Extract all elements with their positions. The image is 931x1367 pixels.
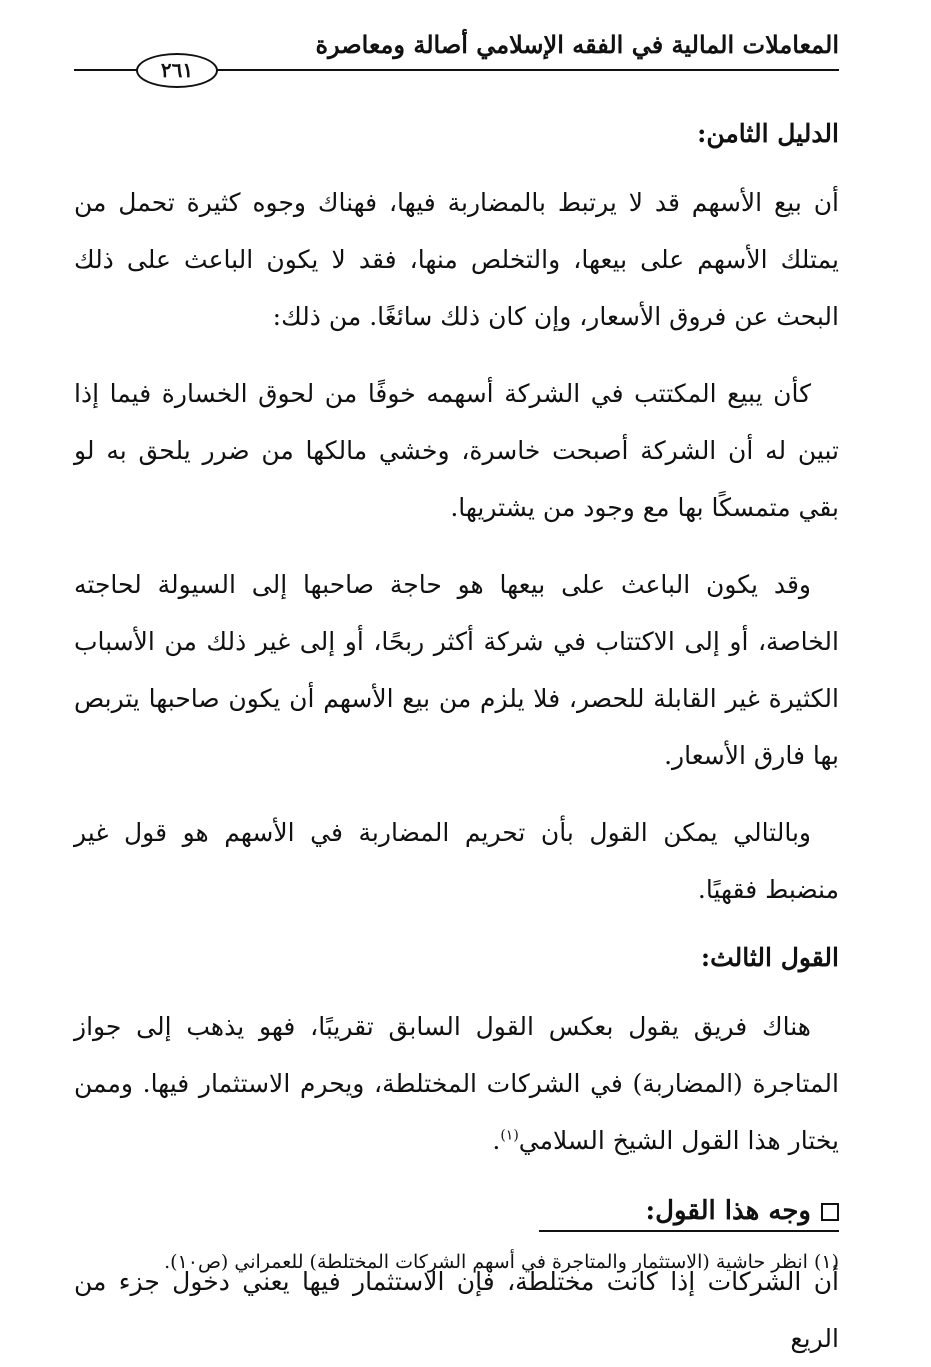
- paragraph-6: أن الشركات إذا كانت مختلطة، فإن الاستثمار فيها يعني دخول جزء من الريع: [74, 1267, 839, 1353]
- footnote-marker: (١): [813, 1251, 839, 1273]
- footnote-separator: [539, 1230, 839, 1232]
- paragraph-5-end: .: [492, 1126, 501, 1155]
- square-bullet-icon: [821, 1203, 839, 1221]
- section-heading-third-opinion: القول الثالث:: [700, 943, 839, 972]
- paragraph-3: وقد يكون الباعث على بيعها هو حاجة صاحبها إلى السيولة لحاجته الخاصة، أو إلى الاكتتاب في شركة أكثر ربحًا، أو إلى غير ذلك من الأسباب الكثيرة غير القابلة للحصر، فلا يلزم من بيع الأسهم أن يكون صاحبها يتربص بها فارق الأسعار.: [74, 570, 839, 770]
- paragraph-5: [74, 998, 839, 1169]
- paragraph-1: أن بيع الأسهم قد لا يرتبط بالمضاربة فيها، فهناك وجوه كثيرة تحمل من يمتلك الأسهم على بيعها، والتخلص منها، فقد لا يكون الباعث على ذلك البحث عن فروق الأسعار، وإن كان ذلك سائغًا. من ذلك:: [74, 188, 839, 331]
- spacer: [74, 918, 839, 938]
- paragraph-2: كأن يبيع المكتتب في الشركة أسهمه خوفًا من لحوق الخسارة فيما إذا تبين له أن الشركة أصبحت خاسرة، وخشي مالكها من ضرر يلحق به لو بقي متمسكًا بها مع وجود من يشتريها.: [74, 379, 839, 522]
- page-number-badge: ٢٦١: [136, 53, 218, 88]
- section-heading-eighth-evidence: الدليل الثامن:: [697, 119, 839, 148]
- footnote-1: [74, 1247, 839, 1277]
- footnote-reference[interactable]: (١): [500, 1127, 519, 1144]
- spacer: [74, 345, 839, 365]
- paragraph-4: وبالتالي يمكن القول بأن تحريم المضاربة في الأسهم هو قول غير منضبط فقهيًا.: [74, 818, 839, 904]
- spacer: [74, 154, 839, 174]
- footnote-text: انظر حاشية (الاستثمار والمتاجرة في أسهم الشركات المختلطة) للعمراني (ص١٠).: [164, 1251, 808, 1273]
- running-header-title: المعاملات المالية في الفقه الإسلامي أصالة ومعاصرة: [315, 30, 839, 59]
- spacer: [74, 536, 839, 556]
- subheading-reason-text: وجه هذا القول:: [645, 1196, 811, 1226]
- spacer: [74, 978, 839, 998]
- subheading-reason: [74, 1189, 839, 1233]
- spacer: [74, 1169, 839, 1189]
- paragraph-5-text: هناك فريق يقول بعكس القول السابق تقريبًا، فهو يذهب إلى جواز المتاجرة (المضاربة) في الشركات المختلطة، ويحرم الاستثمار فيها. وممن يختار هذا القول الشيخ السلامي: [74, 1012, 839, 1155]
- page-body: [74, 114, 839, 1367]
- spacer: [74, 784, 839, 804]
